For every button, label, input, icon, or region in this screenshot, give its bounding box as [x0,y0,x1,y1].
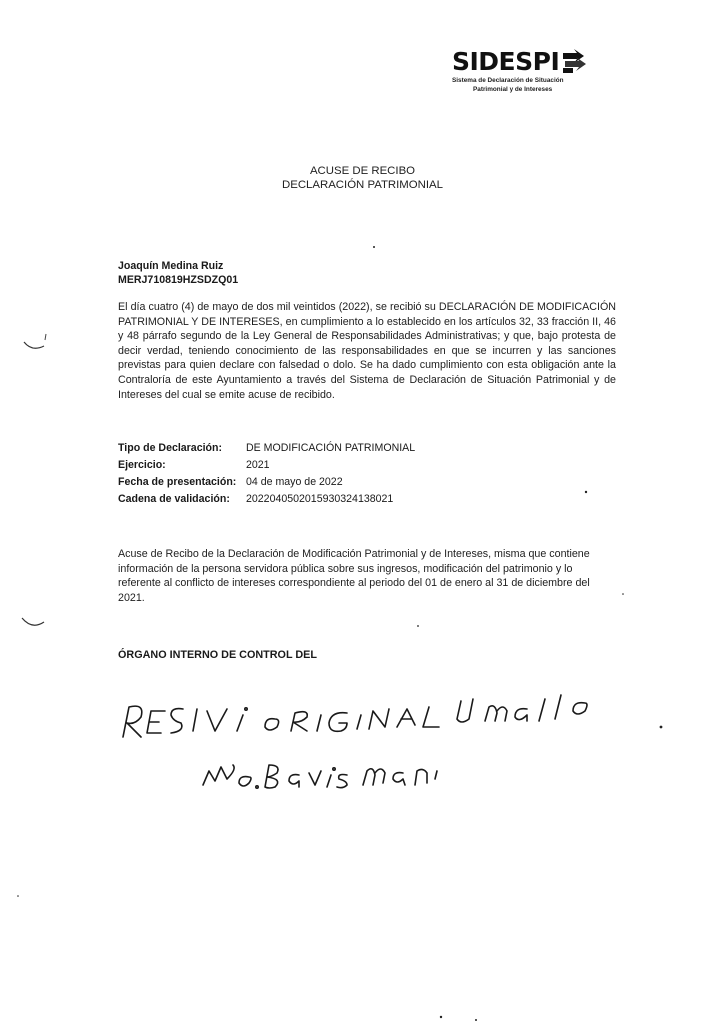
detail-value: 2021 [246,459,270,471]
organ-heading: ÓRGANO INTERNO DE CONTROL DEL [118,649,317,661]
title-line1: ACUSE DE RECIBO [309,165,416,177]
detail-label: Tipo de Declaración: [118,442,223,454]
recipient-name: Joaquín Medina Ruiz [118,260,224,272]
recipient-rfc: MERJ710819HZSDZQ01 [118,274,239,286]
detail-value: DE MODIFICACIÓN PATRIMONIAL [246,442,416,454]
detail-value: 04 de mayo de 2022 [246,476,343,488]
logo-text: SIDESPI [452,47,560,76]
detail-label: Fecha de presentación: [118,476,237,488]
detail-label: Ejercicio: [118,459,166,471]
logo-subtitle-line1: Sistema de Declaración de Situación [452,77,564,84]
body-paragraph: El día cuatro (4) de mayo de dos mil veintidos (2022), se recibió su DECLARACIÓN DE MODIFICACIÓN PATRIMONIAL Y DE INTERESES, en cumplimiento a lo establecido en los artículos 32, 33 fracción II, 46 y 48 párrafo segundo de la Ley General de Responsabilidades Administrativas; y que, bajo protesta de decir verdad, teniendo conocimiento de las responsabilidades en que se incurren y las sanciones previstas para quien declare con falsedad o dolo. Se ha dado cumplimiento con esta obligación ante la Contraloría de este Ayuntamiento a través del Sistema de Declaración de Situación Patrimonial y de Intereses del cual se emite acuse de recibido. [118,301,616,401]
closing-paragraph: Acuse de Recibo de la Declaración de Modificación Patrimonial y de Intereses, misma que contiene información de la persona servidora pública sobre sus ingresos, modificación del patrimonio y lo referente al conflicto de intereses correspondiente al periodo del 01 de enero al 31 de diciembre del 2021. [118,548,590,604]
title-line2: DECLARACIÓN PATRIMONIAL [282,179,443,191]
detail-label: Cadena de validación: [118,493,230,505]
logo-subtitle-line2: Patrimonial y de Intereses [473,86,553,93]
detail-value: 20220405020159303241380​21 [246,493,394,505]
